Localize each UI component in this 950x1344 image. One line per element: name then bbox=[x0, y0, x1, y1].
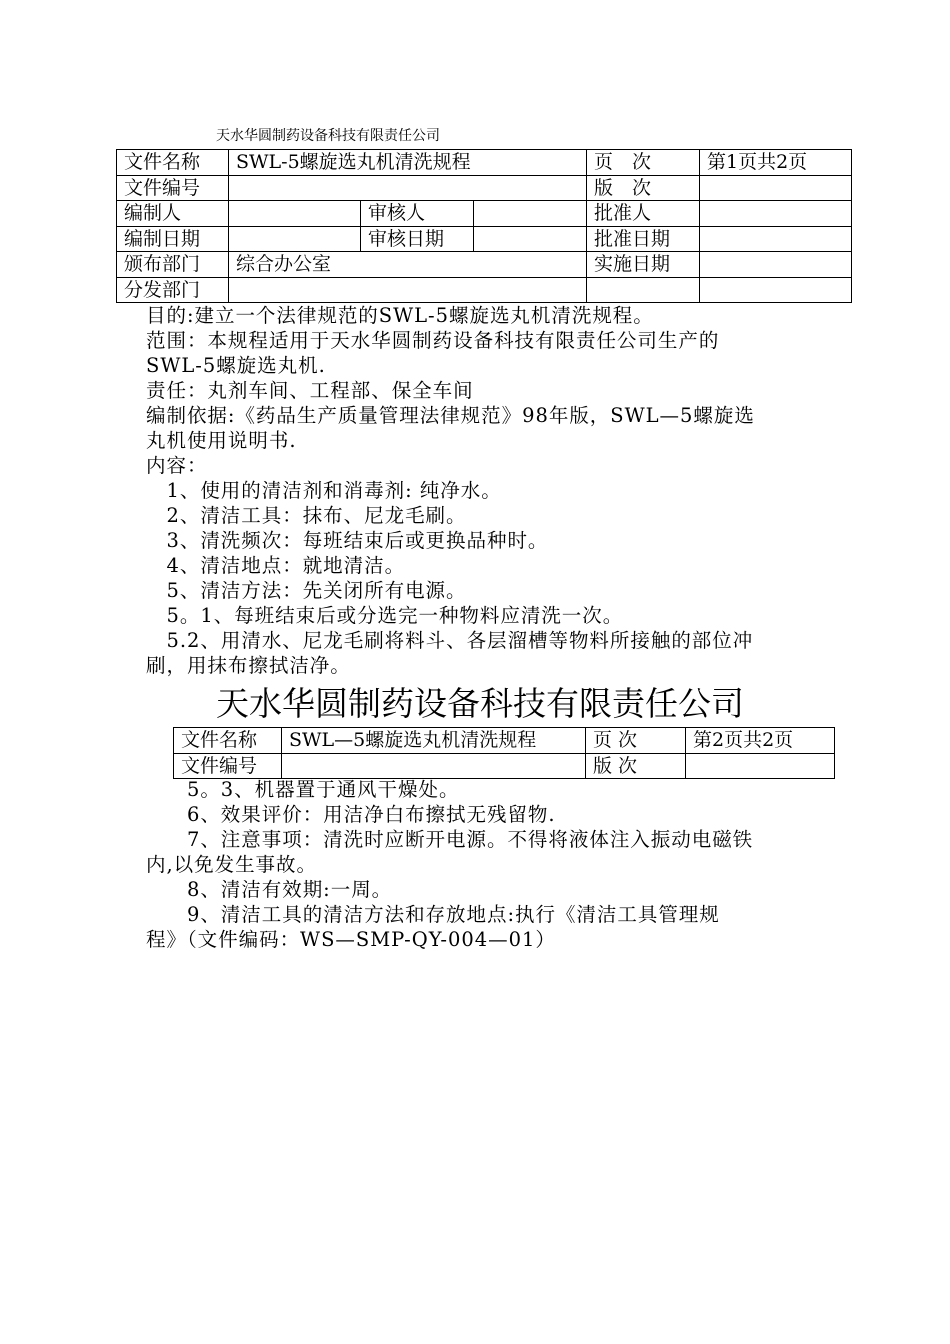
file-no-label: 文件编号 bbox=[117, 175, 229, 201]
reviewer-value bbox=[474, 201, 587, 227]
approver-value bbox=[700, 201, 852, 227]
author-value bbox=[229, 201, 361, 227]
page-label: 页 次 bbox=[587, 150, 700, 176]
dist-dept-label: 分发部门 bbox=[117, 277, 229, 303]
text-line: 编制依据:《药品生产质量管理法律规范》98年版，SWL—5螺旋选 bbox=[146, 404, 755, 427]
file-name-value: SWL-5螺旋选丸机清洗规程 bbox=[229, 150, 587, 176]
dist-dept-value bbox=[229, 277, 587, 303]
effective-date-label: 实施日期 bbox=[587, 252, 700, 278]
text-line: 8、清洁有效期:一周。 bbox=[146, 878, 393, 901]
procedure-body-page1 bbox=[146, 303, 816, 678]
file-no-value bbox=[282, 753, 586, 779]
text-line: 责任：丸剂车间、工程部、保全车间 bbox=[146, 379, 474, 402]
text-line: 内容： bbox=[146, 454, 208, 477]
author-label: 编制人 bbox=[117, 201, 229, 227]
text-line: 9、清洁工具的清洁方法和存放地点:执行《清洁工具管理规 bbox=[146, 903, 720, 926]
text-line: 6、效果评价：用洁净白布擦拭无残留物. bbox=[146, 803, 556, 826]
approver-label: 批准人 bbox=[587, 201, 700, 227]
page-label: 页 次 bbox=[586, 728, 686, 754]
reviewer-label: 审核人 bbox=[361, 201, 474, 227]
file-name-label: 文件名称 bbox=[174, 728, 282, 754]
company-header-small: 天水华圆制药设备科技有限责任公司 bbox=[216, 128, 440, 144]
text-line: 7、注意事项：清洗时应断开电源。不得将液体注入振动电磁铁 bbox=[146, 828, 754, 851]
text-line: 5。1、每班结束后或分选完一种物料应清洗一次。 bbox=[146, 604, 624, 627]
text-line: 3、清洗频次：每班结束后或更换品种时。 bbox=[146, 529, 549, 552]
text-line: 1、使用的清洁剂和消毒剂: 纯净水。 bbox=[146, 479, 502, 502]
text-line: 目的:建立一个法律规范的SWL-5螺旋选丸机清洗规程。 bbox=[146, 304, 654, 327]
effective-date-value bbox=[700, 252, 852, 278]
file-no-label: 文件编号 bbox=[174, 753, 282, 779]
text-line: 5.2、用清水、尼龙毛刷将料斗、各层溜槽等物料所接触的部位冲 bbox=[146, 629, 754, 652]
dist-empty-2 bbox=[700, 277, 852, 303]
file-name-value: SWL—5螺旋选丸机清洗规程 bbox=[282, 728, 586, 754]
text-line: 范围：本规程适用于天水华圆制药设备科技有限责任公司生产的 bbox=[146, 329, 720, 352]
author-date-label: 编制日期 bbox=[117, 226, 229, 252]
file-no-value bbox=[229, 175, 587, 201]
text-line: 内,以免发生事故。 bbox=[146, 853, 317, 876]
text-line: 丸机使用说明书. bbox=[146, 429, 297, 452]
text-line: 程》（文件编码：WS—SMP-QY-004—01） bbox=[146, 928, 556, 951]
text-line: 4、清洁地点：就地清洁。 bbox=[146, 554, 406, 577]
text-line: SWL-5螺旋选丸机. bbox=[146, 354, 326, 377]
document-info-table bbox=[116, 149, 852, 303]
approve-date-label: 批准日期 bbox=[587, 226, 700, 252]
text-line: 5。3、机器置于通风干燥处。 bbox=[146, 778, 460, 801]
procedure-body-page2 bbox=[146, 777, 816, 952]
version-label: 版 次 bbox=[587, 175, 700, 201]
text-line: 5、清洁方法：先关闭所有电源。 bbox=[146, 579, 467, 602]
author-date-value bbox=[229, 226, 361, 252]
version-value bbox=[700, 175, 852, 201]
dist-empty-1 bbox=[587, 277, 700, 303]
issue-dept-value: 综合办公室 bbox=[229, 252, 587, 278]
file-name-label: 文件名称 bbox=[117, 150, 229, 176]
text-line: 刷，用抹布擦拭洁净。 bbox=[146, 654, 351, 677]
issue-dept-label: 颁布部门 bbox=[117, 252, 229, 278]
company-header-large: 天水华圆制药设备科技有限责任公司 bbox=[216, 684, 744, 723]
page-value: 第1页共2页 bbox=[700, 150, 852, 176]
review-date-label: 审核日期 bbox=[361, 226, 474, 252]
document-info-table-page2 bbox=[173, 727, 835, 779]
page-value: 第2页共2页 bbox=[686, 728, 835, 754]
version-label: 版 次 bbox=[586, 753, 686, 779]
text-line: 2、清洁工具：抹布、尼龙毛刷。 bbox=[146, 504, 467, 527]
approve-date-value bbox=[700, 226, 852, 252]
version-value bbox=[686, 753, 835, 779]
review-date-value bbox=[474, 226, 587, 252]
